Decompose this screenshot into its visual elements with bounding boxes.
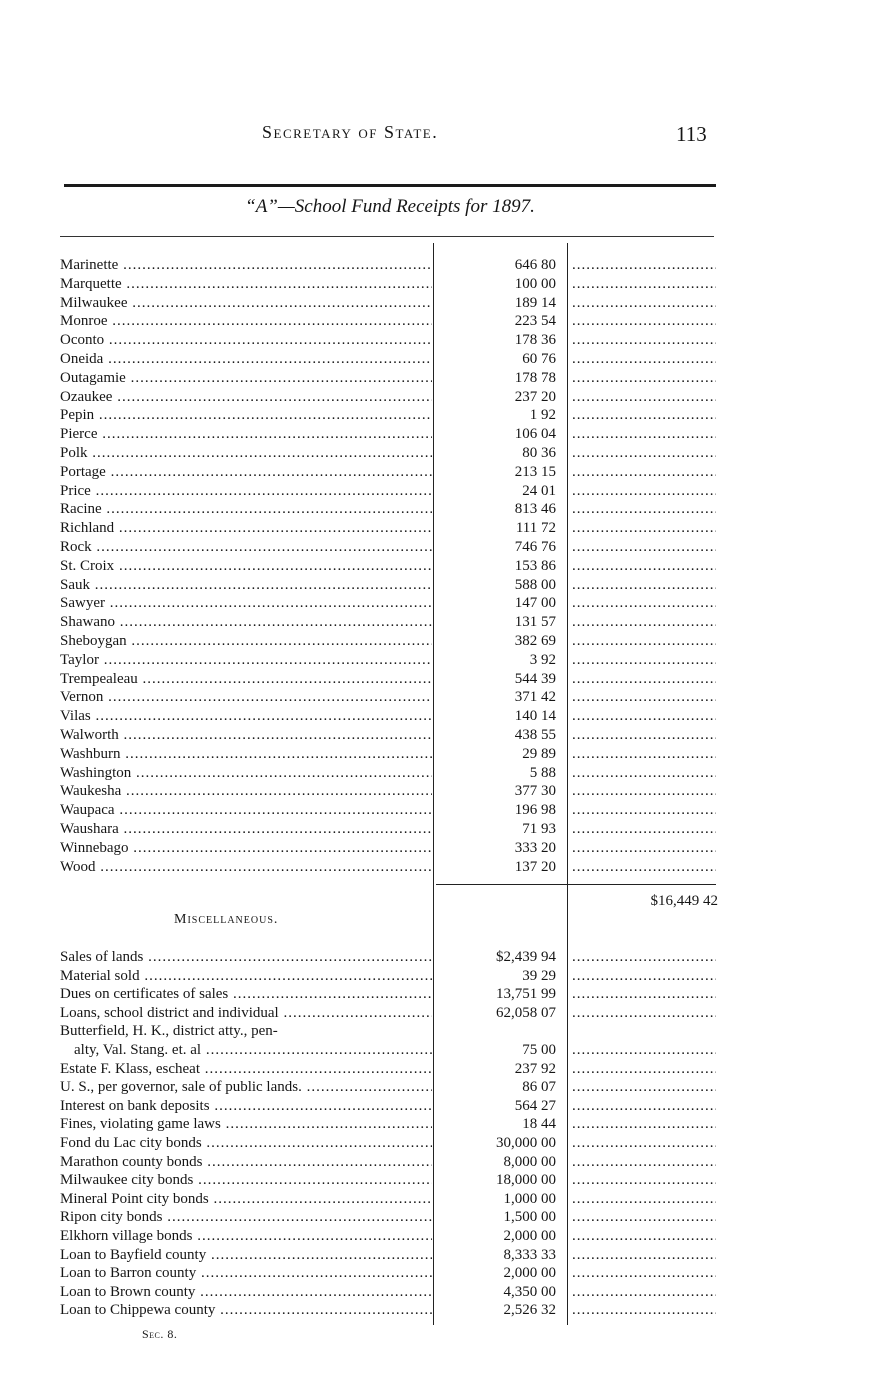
row-amount: 29 89 [522, 745, 556, 762]
row-leader-dots [572, 1134, 716, 1153]
row-leader-dots [572, 425, 716, 444]
header-rule [64, 184, 716, 187]
row-amount: 588 00 [514, 576, 556, 593]
row-leader-dots [572, 726, 716, 745]
row-leader-dots [572, 1208, 716, 1227]
row-label: Vernon ..... [60, 688, 432, 707]
row-amount: 178 36 [514, 332, 556, 349]
row-amount: 30,000 00 [496, 1135, 556, 1151]
row-label: Ozaukee ..... [60, 388, 432, 407]
row-amount: 178 78 [514, 369, 556, 386]
row-amount: 60 76 [522, 351, 556, 367]
row-amount: 223 54 [514, 313, 556, 330]
row-leader-dots [572, 707, 716, 726]
row-label: Sauk ..... [60, 576, 432, 595]
row-label: Loan to Barron county ..... [60, 1264, 432, 1283]
row-leader-dots [572, 557, 716, 576]
row-amount: 382 69 [514, 633, 556, 649]
row-amount: 131 57 [514, 614, 556, 631]
row-leader-dots [572, 613, 716, 632]
row-leader-dots [572, 1004, 716, 1023]
row-leader-dots [572, 1301, 716, 1320]
row-leader-dots [572, 1115, 716, 1134]
row-amount: 813 46 [514, 501, 556, 518]
row-leader-dots [572, 858, 716, 877]
row-amount: 18 44 [522, 1116, 556, 1133]
row-leader-dots [572, 1190, 716, 1209]
row-amount: 2,000 00 [503, 1265, 556, 1282]
row-amount: 196 98 [514, 802, 556, 819]
row-amount: 438 55 [514, 727, 556, 743]
row-label: Portage ..... [60, 463, 432, 482]
row-leader-dots [572, 1264, 716, 1283]
subtotal-rule [436, 884, 716, 885]
row-label: Racine ..... [60, 500, 432, 519]
row-amount: 100 00 [514, 275, 556, 292]
row-leader-dots [572, 538, 716, 557]
row-leader-dots [572, 482, 716, 501]
row-label: Loan to Brown county ..... [60, 1283, 432, 1302]
row-amount: 2,000 00 [503, 1228, 556, 1244]
row-label: Monroe ..... [60, 312, 432, 331]
row-amount: 371 42 [514, 689, 556, 706]
column-divider-left [433, 243, 434, 1325]
page-number: 113 [676, 122, 707, 146]
row-leader-dots [572, 576, 716, 595]
row-label: Loan to Bayfield county ..... [60, 1246, 432, 1265]
row-label: Waupaca ..... [60, 801, 432, 820]
row-label: Estate F. Klass, escheat ..... [60, 1060, 432, 1079]
row-amount: 1 92 [529, 407, 556, 424]
row-label: Price ..... [60, 482, 432, 501]
row-amount: 564 27 [514, 1097, 556, 1114]
row-leader-dots [572, 1246, 716, 1265]
row-leader-dots [572, 294, 716, 313]
row-leader-dots [572, 801, 716, 820]
row-amount: 62,058 07 [496, 1004, 556, 1021]
row-label: Walworth ..... [60, 726, 432, 745]
row-leader-dots [572, 1097, 716, 1116]
row-amount: 71 93 [522, 821, 556, 837]
counties-total: $16,449 42 [650, 893, 718, 909]
row-leader-dots [572, 1060, 716, 1079]
row-amount: 75 00 [522, 1042, 556, 1058]
column-divider-right [567, 243, 568, 1325]
table-title: “A”—School Fund Receipts for 1897. [245, 196, 535, 217]
row-amount: 646 80 [514, 257, 556, 273]
row-label: Wood ..... [60, 858, 432, 877]
row-label: Marathon county bonds ..... [60, 1153, 432, 1172]
row-amount: 544 39 [514, 670, 556, 687]
row-label: Milwaukee ..... [60, 294, 432, 313]
row-label: Pepin ..... [60, 406, 432, 425]
row-leader-dots [572, 406, 716, 425]
row-label: Marquette ..... [60, 275, 432, 294]
row-amount: 3 92 [529, 651, 556, 668]
row-leader-dots [572, 967, 716, 986]
row-amount: 39 29 [522, 967, 556, 984]
row-label: Washburn ..... [60, 745, 432, 764]
row-label: Dues on certificates of sales ..... [60, 985, 432, 1004]
row-label: Sheboygan ..... [60, 632, 432, 651]
row-leader-dots [572, 312, 716, 331]
row-leader-dots [572, 948, 716, 967]
row-label: Loans, school district and individual ..... [60, 1004, 432, 1023]
row-label: Marinette ..... [60, 256, 432, 275]
row-label: Interest on bank deposits ..... [60, 1097, 432, 1116]
row-amount: 140 14 [514, 708, 556, 725]
row-leader-dots [572, 331, 716, 350]
row-amount: 4,350 00 [503, 1283, 556, 1300]
row-amount: 137 20 [514, 858, 556, 875]
row-amount: 106 04 [514, 426, 556, 443]
miscellaneous-heading: Miscellaneous. [174, 912, 279, 927]
row-leader-dots [572, 820, 716, 839]
row-leader-dots [572, 764, 716, 783]
row-label: alty, Val. Stang. et. al ..... [60, 1041, 432, 1060]
row-label: Waushara ..... [60, 820, 432, 839]
row-label: Fines, violating game laws ..... [60, 1115, 432, 1134]
row-amount: 80 36 [522, 445, 556, 461]
row-leader-dots [572, 350, 716, 369]
row-leader-dots [572, 275, 716, 294]
row-leader-dots [572, 463, 716, 482]
row-label: Ripon city bonds ..... [60, 1208, 432, 1227]
row-leader-dots [572, 782, 716, 801]
row-leader-dots [572, 1227, 716, 1246]
row-amount: 377 30 [514, 783, 556, 800]
title-rule [60, 236, 714, 237]
row-amount: 18,000 00 [496, 1172, 556, 1189]
signature-mark: Sec. 8. [142, 1327, 178, 1341]
row-amount: 8,333 33 [503, 1246, 556, 1263]
row-leader-dots [572, 1153, 716, 1172]
row-amount: 153 86 [514, 557, 556, 574]
row-leader-dots [572, 256, 716, 275]
row-leader-dots [572, 500, 716, 519]
row-label: Oconto ..... [60, 331, 432, 350]
row-label: Vilas ..... [60, 707, 432, 726]
row-label: Fond du Lac city bonds ..... [60, 1134, 432, 1153]
row-leader-dots [572, 594, 716, 613]
row-label: Mineral Point city bonds ..... [60, 1190, 432, 1209]
row-label: Material sold ..... [60, 967, 432, 986]
row-label: Outagamie ..... [60, 369, 432, 388]
row-label: Pierce ..... [60, 425, 432, 444]
row-leader-dots [572, 388, 716, 407]
row-leader-dots [572, 369, 716, 388]
row-leader-dots [572, 444, 716, 463]
row-label: Richland ..... [60, 519, 432, 538]
row-amount: $2,439 94 [496, 949, 556, 965]
row-amount: 237 20 [514, 388, 556, 405]
row-label: Loan to Chippewa county ..... [60, 1301, 432, 1320]
row-leader-dots [572, 688, 716, 707]
row-label: Washington ..... [60, 764, 432, 783]
row-amount: 86 07 [522, 1079, 556, 1096]
row-amount: 5 88 [529, 764, 556, 781]
row-amount: 237 92 [514, 1060, 556, 1077]
row-amount: 1,500 00 [503, 1209, 556, 1226]
row-leader-dots [572, 651, 716, 670]
row-leader-dots [572, 1171, 716, 1190]
row-label: Waukesha ..... [60, 782, 432, 801]
row-leader-dots [572, 632, 716, 651]
row-amount: 147 00 [514, 595, 556, 612]
row-amount: 13,751 99 [496, 986, 556, 1003]
row-amount: 1,000 00 [503, 1190, 556, 1207]
row-label: Oneida ..... [60, 350, 432, 369]
row-label: Rock ..... [60, 538, 432, 557]
row-label: U. S., per governor, sale of public lands. ..... [60, 1078, 432, 1097]
row-leader-dots [572, 1078, 716, 1097]
row-amount: 213 15 [514, 463, 556, 480]
row-label: Shawano ..... [60, 613, 432, 632]
row-label: Sales of lands ..... [60, 948, 432, 967]
row-amount: 746 76 [514, 539, 556, 555]
row-label: Winnebago ..... [60, 839, 432, 858]
row-label: Sawyer ..... [60, 594, 432, 613]
row-amount: 189 14 [514, 294, 556, 311]
row-amount: 111 72 [515, 520, 556, 537]
row-amount: 24 01 [522, 482, 556, 499]
row-label: Polk ..... [60, 444, 432, 463]
row-leader-dots [572, 1041, 716, 1060]
row-leader-dots [572, 985, 716, 1004]
row-label: St. Croix ..... [60, 557, 432, 576]
row-label: Taylor ..... [60, 651, 432, 670]
running-head-title: Secretary of State. [262, 122, 439, 142]
row-leader-dots [572, 1283, 716, 1302]
row-amount: 8,000 00 [503, 1153, 556, 1170]
row-label: Trempealeau ..... [60, 670, 432, 689]
row-leader-dots [572, 670, 716, 689]
row-amount: 2,526 32 [503, 1302, 556, 1319]
row-leader-dots [572, 745, 716, 764]
row-label: Butterfield, H. K., district atty., pen- [60, 1023, 278, 1040]
row-leader-dots [572, 839, 716, 858]
row-leader-dots [572, 519, 716, 538]
row-label: Milwaukee city bonds ..... [60, 1171, 432, 1190]
row-label: Elkhorn village bonds ..... [60, 1227, 432, 1246]
row-amount: 333 20 [514, 839, 556, 856]
